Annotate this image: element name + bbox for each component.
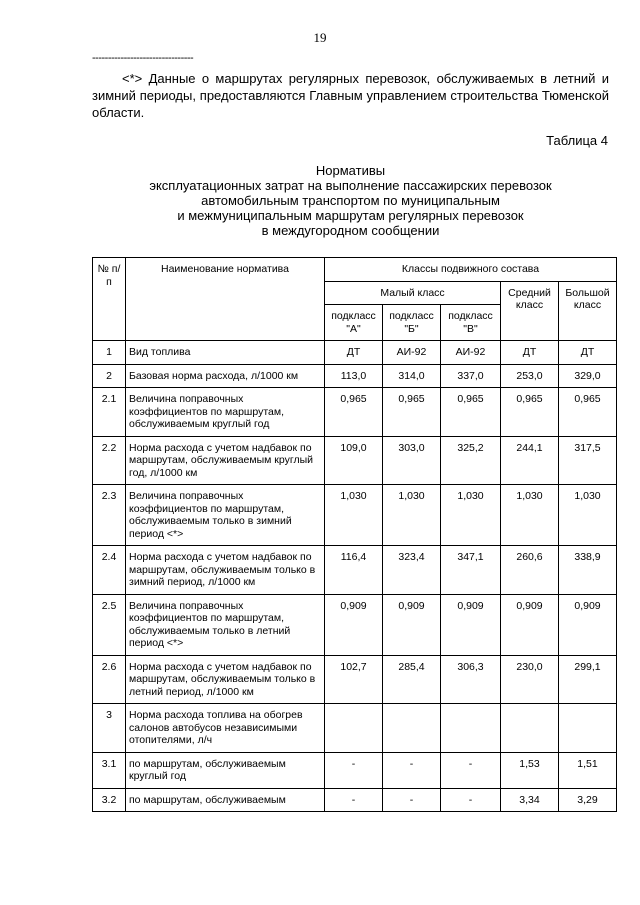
row-value: -: [325, 752, 383, 788]
header-small-class: Малый класс: [325, 281, 501, 305]
row-value: 0,909: [325, 594, 383, 655]
row-value: [441, 704, 501, 753]
row-value: 0,909: [559, 594, 617, 655]
row-value: 116,4: [325, 546, 383, 595]
row-value: 0,965: [383, 388, 441, 437]
header-subclass-a: подкласс "А": [325, 305, 383, 341]
row-value: ДТ: [325, 341, 383, 365]
row-name: Величина поправочных коэффициентов по маршрутам, обслуживаемым только в зимний период <*>: [126, 485, 325, 546]
row-value: 303,0: [383, 436, 441, 485]
row-value: 0,965: [325, 388, 383, 437]
row-value: 0,909: [501, 594, 559, 655]
table-row: [93, 364, 617, 388]
row-value: 1,030: [383, 485, 441, 546]
row-value: АИ-92: [441, 341, 501, 365]
row-value: 230,0: [501, 655, 559, 704]
table-label: Таблица 4: [546, 133, 608, 148]
row-name: по маршрутам, обслуживаемым: [126, 788, 325, 812]
row-value: ДТ: [501, 341, 559, 365]
table-row: [93, 546, 617, 595]
row-name: Норма расхода топлива на обогрев салонов автобусов независимыми отопителями, л/ч: [126, 704, 325, 753]
row-value: -: [383, 788, 441, 812]
row-number: 2: [93, 364, 126, 388]
header-classes: Классы подвижного состава: [325, 258, 617, 282]
page-number: 19: [313, 30, 327, 45]
row-number: 3: [93, 704, 126, 753]
row-number: 2.5: [93, 594, 126, 655]
row-value: 0,965: [441, 388, 501, 437]
row-value: -: [441, 788, 501, 812]
table-row: [93, 704, 617, 753]
row-value: 1,030: [559, 485, 617, 546]
header-num: № п/п: [93, 258, 126, 341]
row-value: [501, 704, 559, 753]
row-value: 109,0: [325, 436, 383, 485]
row-value: 299,1: [559, 655, 617, 704]
row-name: Величина поправочных коэффициентов по маршрутам, обслуживаемым только в летний период <*>: [126, 594, 325, 655]
footnote-separator: --------------------------------: [92, 52, 194, 64]
row-value: 317,5: [559, 436, 617, 485]
row-value: 1,53: [501, 752, 559, 788]
row-value: 0,909: [383, 594, 441, 655]
table-row: [93, 388, 617, 437]
footnote-text: <*> Данные о маршрутах регулярных перевозок, обслуживаемых в летний и зимний периоды, предоставляются Главным управлением строительства Тюменской области.: [92, 71, 609, 120]
row-value: 1,030: [325, 485, 383, 546]
heading-line: Нормативы: [315, 163, 386, 178]
row-value: 102,7: [325, 655, 383, 704]
row-value: -: [325, 788, 383, 812]
row-value: 0,965: [501, 388, 559, 437]
row-value: [325, 704, 383, 753]
row-value: 323,4: [383, 546, 441, 595]
row-value: 329,0: [559, 364, 617, 388]
row-number: 2.1: [93, 388, 126, 437]
row-name: Норма расхода с учетом надбавок по маршрутам, обслуживаемым только в зимний период, л/1000 км: [126, 546, 325, 595]
row-value: АИ-92: [383, 341, 441, 365]
row-name: Норма расхода с учетом надбавок по маршрутам, обслуживаемым только в летний период, л/1000 км: [126, 655, 325, 704]
row-value: 1,030: [501, 485, 559, 546]
norms-table: [92, 257, 617, 812]
row-name: по маршрутам, обслуживаемым круглый год: [126, 752, 325, 788]
row-number: 2.6: [93, 655, 126, 704]
header-subclass-v: подкласс "В": [441, 305, 501, 341]
row-value: 0,965: [559, 388, 617, 437]
table-row: [93, 655, 617, 704]
row-value: ДТ: [559, 341, 617, 365]
row-value: -: [383, 752, 441, 788]
row-name: Базовая норма расхода, л/1000 км: [126, 364, 325, 388]
row-value: 1,51: [559, 752, 617, 788]
row-value: 3,29: [559, 788, 617, 812]
row-number: 3.1: [93, 752, 126, 788]
table-row: [93, 788, 617, 812]
row-value: 285,4: [383, 655, 441, 704]
row-value: 1,030: [441, 485, 501, 546]
table-heading: [92, 163, 609, 238]
row-number: 3.2: [93, 788, 126, 812]
header-subclass-b: подкласс "Б": [383, 305, 441, 341]
row-value: 338,9: [559, 546, 617, 595]
row-value: 0,909: [441, 594, 501, 655]
table-row: [93, 752, 617, 788]
heading-line: автомобильным транспортом по муниципальным: [201, 193, 500, 208]
heading-line: эксплуатационных затрат на выполнение пассажирских перевозок: [149, 178, 552, 193]
row-value: 113,0: [325, 364, 383, 388]
table-row: [93, 485, 617, 546]
row-name: Норма расхода с учетом надбавок по маршрутам, обслуживаемым круглый год, л/1000 км: [126, 436, 325, 485]
row-value: [559, 704, 617, 753]
row-value: 325,2: [441, 436, 501, 485]
row-value: 306,3: [441, 655, 501, 704]
row-name: Вид топлива: [126, 341, 325, 365]
row-value: 260,6: [501, 546, 559, 595]
row-number: 2.3: [93, 485, 126, 546]
row-number: 1: [93, 341, 126, 365]
row-value: 253,0: [501, 364, 559, 388]
row-value: 3,34: [501, 788, 559, 812]
table-row: [93, 341, 617, 365]
row-value: [383, 704, 441, 753]
heading-line: и межмуниципальным маршрутам регулярных перевозок: [177, 208, 524, 223]
row-number: 2.2: [93, 436, 126, 485]
header-medium-class: Средний класс: [501, 281, 559, 341]
table-row: [93, 594, 617, 655]
row-value: -: [441, 752, 501, 788]
row-name: Величина поправочных коэффициентов по маршрутам, обслуживаемым круглый год: [126, 388, 325, 437]
row-number: 2.4: [93, 546, 126, 595]
row-value: 337,0: [441, 364, 501, 388]
row-value: 314,0: [383, 364, 441, 388]
heading-line: в междугородном сообщении: [261, 223, 440, 238]
row-value: 347,1: [441, 546, 501, 595]
table-row: [93, 436, 617, 485]
header-large-class: Большой класс: [559, 281, 617, 341]
header-name: Наименование норматива: [126, 258, 325, 341]
row-value: 244,1: [501, 436, 559, 485]
